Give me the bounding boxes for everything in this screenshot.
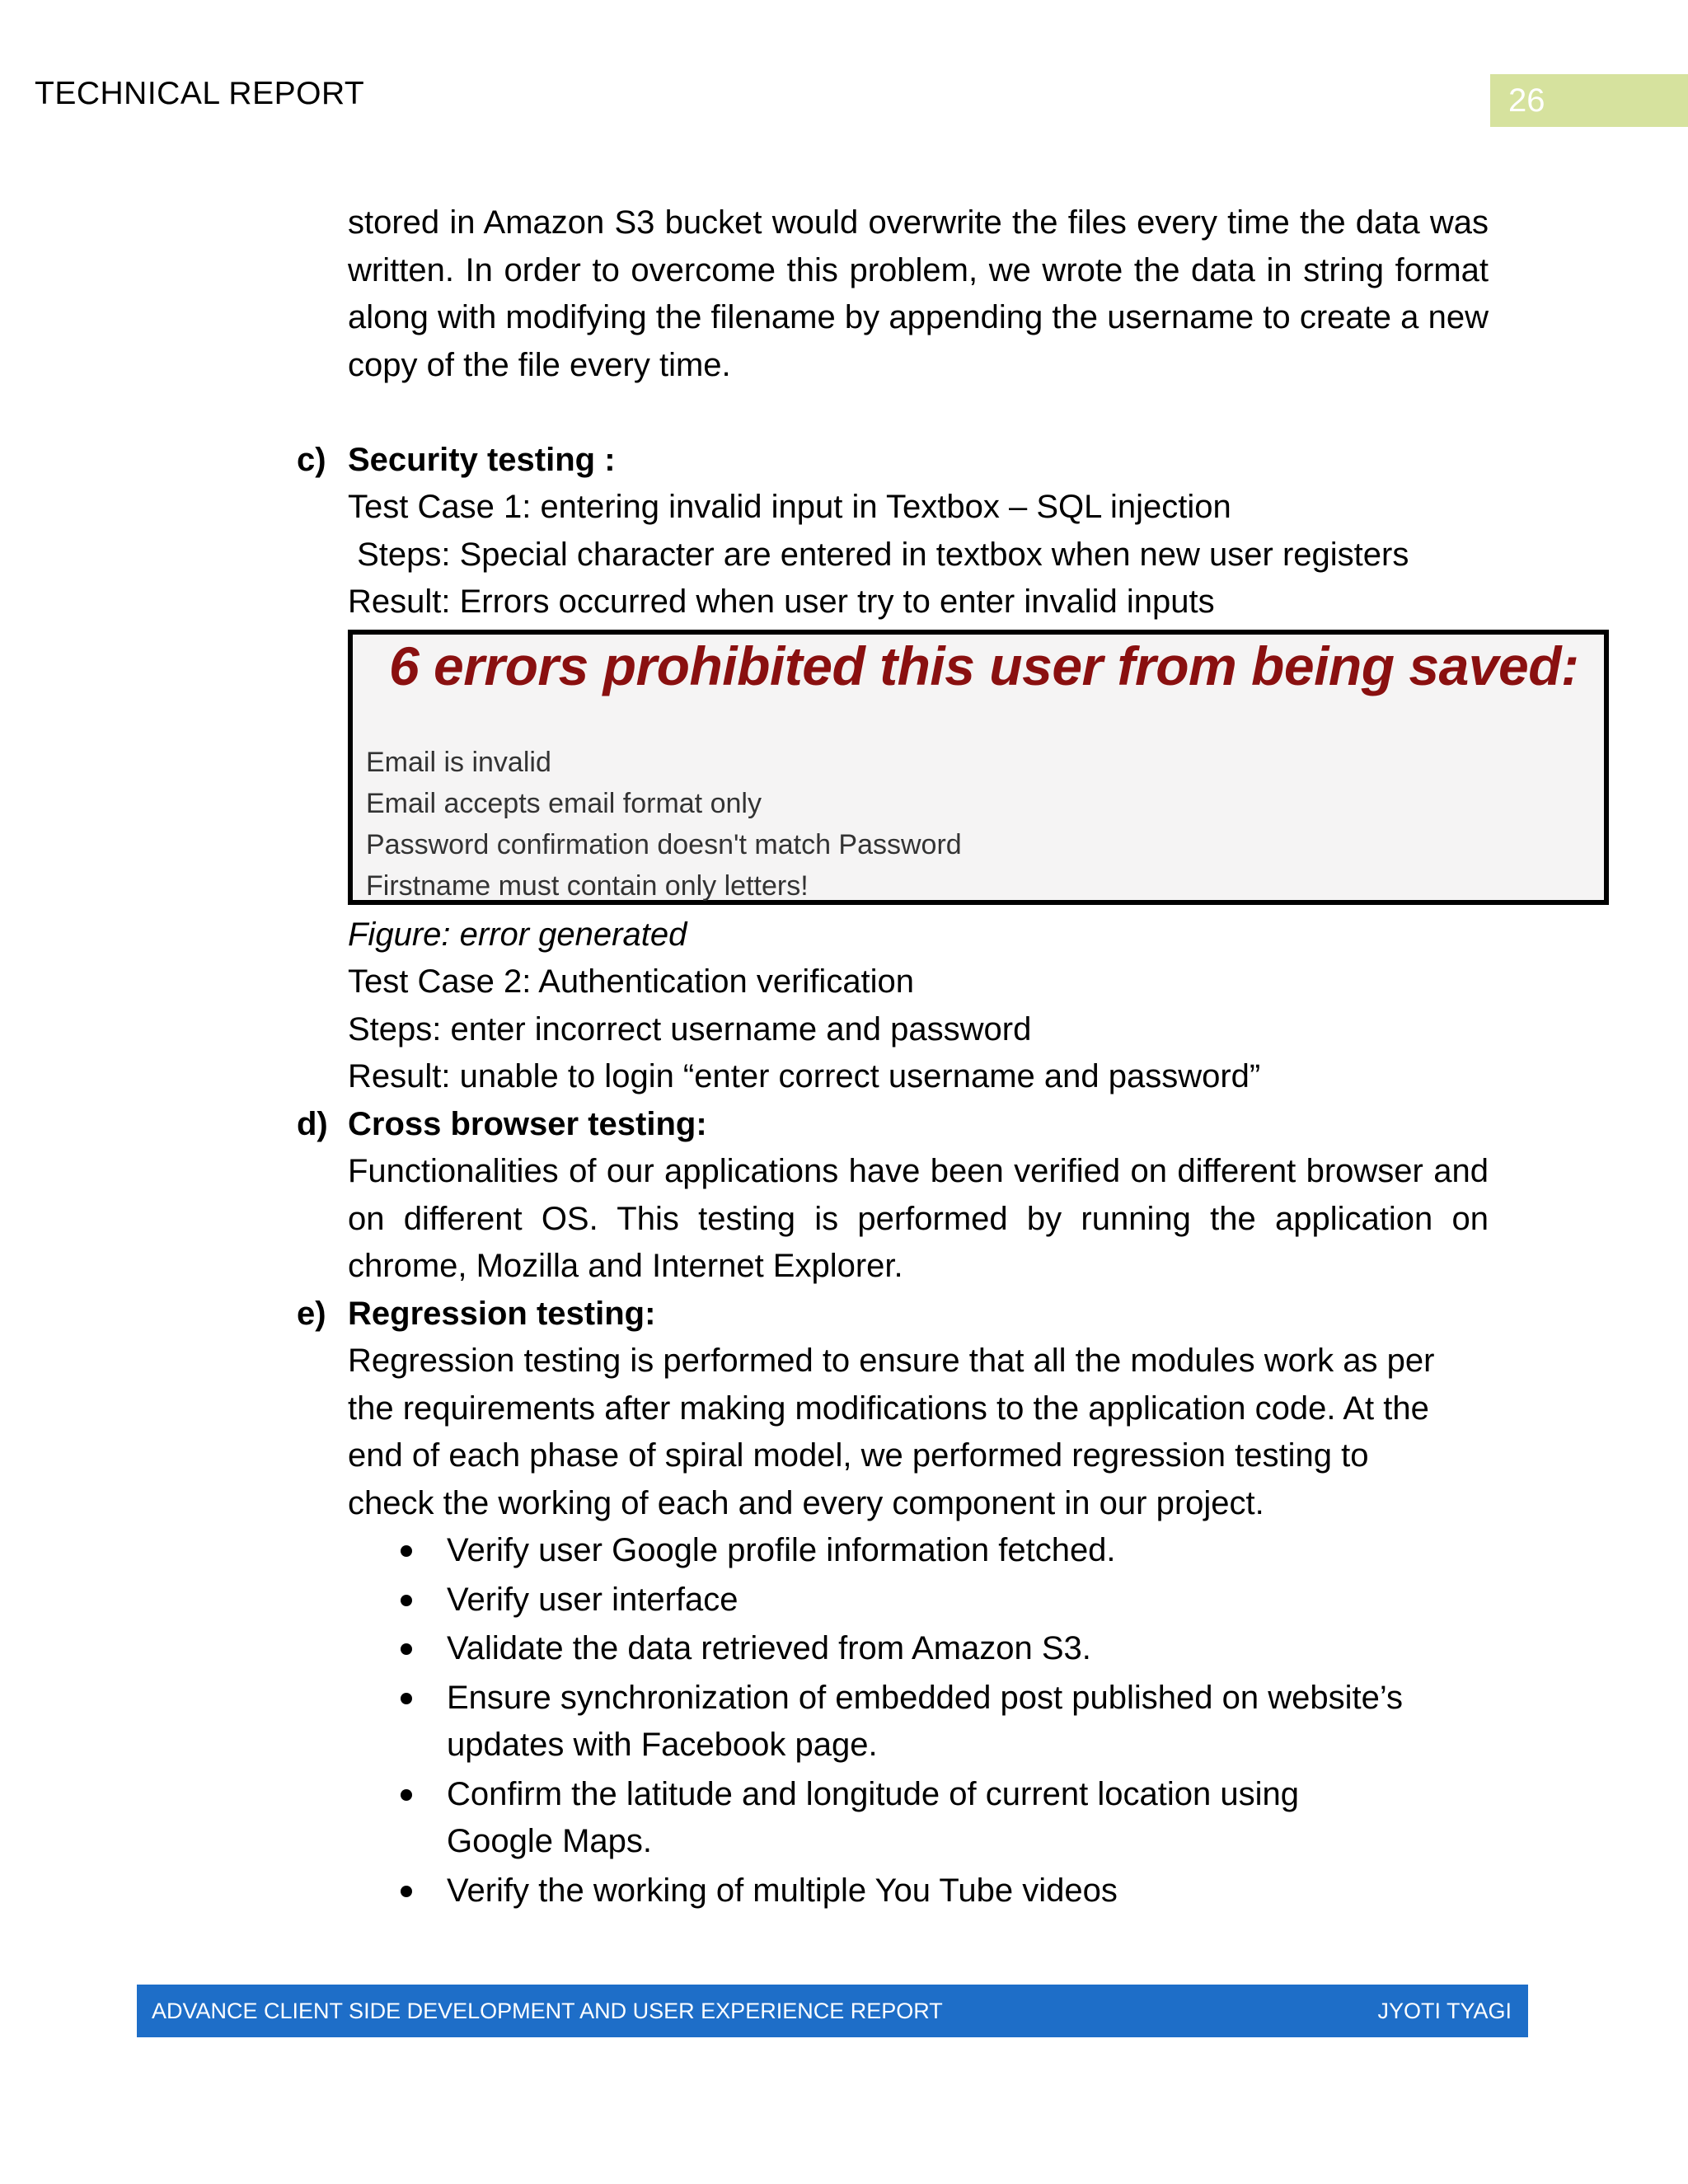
section-paragraph: Functionalities of our applications have been verified on different browser and on different OS. This testing is performed by running the application on chrome, Mozilla and Internet Explorer. <box>348 1153 1489 1284</box>
error-item: Firstname must contain only letters! <box>366 869 809 902</box>
footer-report-title: ADVANCE CLIENT SIDE DEVELOPMENT AND USER EXPERIENCE REPORT <box>152 1999 943 2023</box>
text-line: Result: Errors occurred when user try to enter invalid inputs <box>348 583 1215 620</box>
footer-bar <box>137 1985 1528 2037</box>
text-line: Steps: enter incorrect username and password <box>348 1010 1032 1047</box>
section-heading: Regression testing: <box>348 1295 656 1332</box>
section-regression-testing <box>297 1291 1489 1915</box>
error-list <box>366 742 962 907</box>
bullet-icon <box>401 1545 412 1557</box>
list-item <box>447 1527 1489 1575</box>
list-item-text: Verify user Google profile information fetched. <box>447 1532 1116 1568</box>
bullet-icon <box>401 1789 412 1801</box>
section-marker: e) <box>297 1295 326 1332</box>
report-body <box>297 199 1579 1916</box>
list-item <box>447 1868 1489 1915</box>
list-item <box>447 1675 1489 1769</box>
page-number: 26 <box>1490 74 1688 127</box>
list-item <box>447 1625 1489 1673</box>
text-line: Steps: Special character are entered in textbox when new user registers <box>348 536 1409 573</box>
section-paragraph: Regression testing is performed to ensure that all the modules work as per the requirements after making modifications to the application code. At the end of each phase of spiral model, we performed regression testing to check the working of each and every component in our project. <box>348 1343 1435 1521</box>
error-item: Email is invalid <box>366 746 551 778</box>
list-item <box>447 1577 1489 1624</box>
text-line: Test Case 1: entering invalid input in Textbox – SQL injection <box>348 489 1231 525</box>
list-item <box>447 1771 1489 1866</box>
bullet-icon <box>401 1693 412 1704</box>
list-item-text: Ensure synchronization of embedded post published on website’s updates with Facebook page. <box>447 1679 1403 1763</box>
text-line: Result: unable to login “enter correct username and password” <box>348 1058 1261 1094</box>
section-marker: d) <box>297 1105 328 1142</box>
error-item: Password confirmation doesn't match Password <box>366 828 962 860</box>
error-figure-title: 6 errors prohibited this user from being saved: <box>389 635 1579 696</box>
list-item-text: Verify user interface <box>447 1581 738 1618</box>
section-marker: c) <box>297 441 326 478</box>
section-security-testing <box>297 437 1579 1101</box>
list-item-text: Verify the working of multiple You Tube videos <box>447 1872 1118 1909</box>
section-heading: Cross browser testing: <box>348 1105 707 1142</box>
list-item-text: Validate the data retrieved from Amazon S3. <box>447 1630 1091 1666</box>
header-title: TECHNICAL REPORT <box>35 76 365 111</box>
list-item-text: Confirm the latitude and longitude of current location using Google Maps. <box>447 1775 1299 1859</box>
section-cross-browser-testing <box>297 1101 1489 1291</box>
figure-caption: Figure: error generated <box>348 916 687 953</box>
error-item: Email accepts email format only <box>366 787 762 819</box>
bullet-list <box>348 1527 1489 1915</box>
bullet-icon <box>401 1595 412 1606</box>
footer-author: JYOTI TYAGI <box>1377 1999 1512 2023</box>
bullet-icon <box>401 1643 412 1655</box>
text-line: Test Case 2: Authentication verification <box>348 963 915 1000</box>
intro-paragraph: stored in Amazon S3 bucket would overwrite the files every time the data was written. In order to overcome this problem, we wrote the data in string format along with modifying the filename by appending the username to create a new copy of the file every time. <box>348 204 1489 383</box>
error-figure <box>348 630 1609 905</box>
section-heading: Security testing : <box>348 441 616 478</box>
bullet-icon <box>401 1886 412 1897</box>
